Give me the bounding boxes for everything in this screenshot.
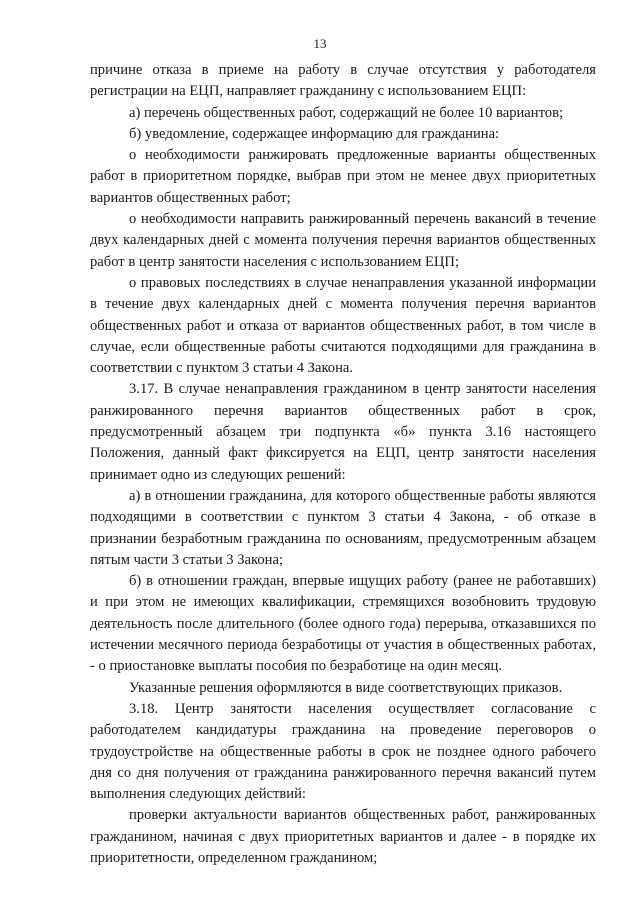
paragraph: а) в отношении гражданина, для которого общественные работы являются подходящими в соответствии с пунктом 3 статьи 4 Закона, - об отказе в признании безработным гражданина по основаниям, предусмотренным абзацем пятым части 3 статьи 3 Закона; <box>90 487 596 568</box>
paragraph: б) в отношении граждан, впервые ищущих работу (ранее не работавших) и при этом не имеющих квалификации, стремящихся возобновить трудовую деятельность после длительного (более одного года) перерыва, отказавшихся по истечении месячного периода безработицы от участия в общественных работах, - о приостановке выплаты пособия по безработице на один месяц. <box>90 573 596 675</box>
paragraph: проверки актуальности вариантов общественных работ, ранжированных гражданином, начиная с двух приоритетных вариантов и далее - в порядке их приоритетности, определенном гражданином; <box>90 807 596 866</box>
paragraph: а) перечень общественных работ, содержащий не более 10 вариантов; <box>129 104 564 121</box>
paragraph: о необходимости направить ранжированный перечень вакансий в течение двух календарных дней с момента получения перечня вариантов общественных работ в центр занятости населения с использованием ЕЦП; <box>90 211 596 270</box>
paragraph: о необходимости ранжировать предложенные варианты общественных работ в приоритетном порядке, выбрав при этом не менее двух приоритетных вариантов общественных работ; <box>90 147 596 206</box>
page-number: 13 <box>313 36 327 51</box>
paragraph: 3.18. Центр занятости населения осуществляет согласование с работодателем кандидатуры гражданина на проведение переговоров о трудоустройстве на общественные работы в срок не позднее одного рабочего дня со дня получения от гражданина ранжированного перечня вакансий путем выполнения следующих действий: <box>90 700 596 803</box>
document-body <box>90 60 596 869</box>
paragraph: о правовых последствиях в случае ненаправления указанной информации в течение двух календарных дней с момента получения перечня вариантов общественных работ и отказа от вариантов общественных работ, в том числе в случае, если общественные работы считаются подходящими для гражданина в соответствии с пунктом 3 статьи 4 Закона. <box>90 274 596 377</box>
paragraph: 3.17. В случае ненаправления гражданином в центр занятости населения ранжированного перечня вариантов общественных работ в срок, предусмотренный абзацем три подпункта «б» пункта 3.16 настоящего Положения, данный факт фиксируется на ЕЦП, центр занятости населения принимает одно из следующих решений: <box>90 381 596 483</box>
paragraph: причине отказа в приеме на работу в случае отсутствия у работодателя регистрации на ЕЦП, направляет гражданину с использованием ЕЦП: <box>90 62 596 100</box>
paragraph: б) уведомление, содержащее информацию для гражданина: <box>129 125 500 142</box>
paragraph: Указанные решения оформляются в виде соответствующих приказов. <box>129 679 563 696</box>
